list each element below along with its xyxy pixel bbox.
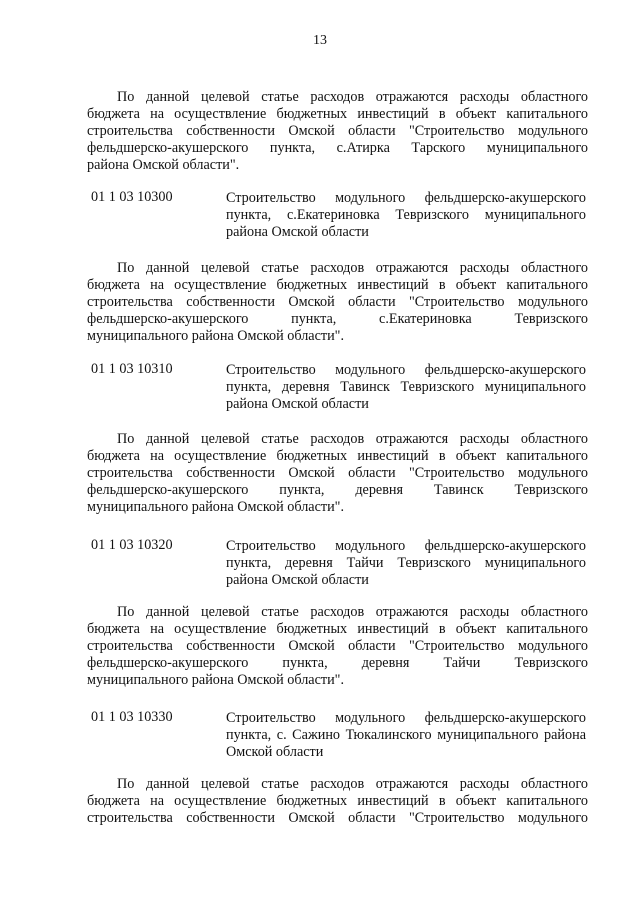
paragraph-line: По данной целевой статье расходов отражаются расходы областного [117,604,588,620]
entry-title-line: Строительство модульного фельдшерско-акушерского [226,190,586,206]
paragraph-line: По данной целевой статье расходов отражаются расходы областного [117,89,588,105]
entry-title [226,190,586,241]
paragraph-line: муниципального района Омской области". [87,499,345,515]
entry-title-line: пункта, деревня Тавинск Тевризского муниципального [226,379,586,395]
paragraph-line: бюджета на осуществление бюджетных инвестиций в объект капитального [87,106,588,122]
entry-title [226,710,586,761]
paragraph-line: По данной целевой статье расходов отражаются расходы областного [117,431,588,447]
paragraph-line: строительства собственности Омской области "Строительство модульного [87,294,588,310]
entry-title-line: района Омской области [226,396,369,412]
paragraph-line: бюджета на осуществление бюджетных инвестиций в объект капитального [87,621,588,637]
paragraph-line: бюджета на осуществление бюджетных инвестиций в объект капитального [87,793,588,809]
body-paragraph [87,431,588,516]
paragraph-line: фельдшерско-акушерского пункта, с.Екатериновка Тевризского [87,311,588,327]
paragraph-line: строительства собственности Омской области "Строительство модульного [87,638,588,654]
body-paragraph [87,604,588,689]
entry-title-line: Строительство модульного фельдшерско-акушерского [226,362,586,378]
budget-code: 01 1 03 10300 [91,189,173,205]
entry-title-line: пункта, с.Екатериновка Тевризского муниципального [226,207,586,223]
paragraph-line: По данной целевой статье расходов отражаются расходы областного [117,776,588,792]
paragraph-line: строительства собственности Омской области "Строительство модульного [87,123,588,139]
paragraph-line: бюджета на осуществление бюджетных инвестиций в объект капитального [87,448,588,464]
entry-title-line: пункта, с. Сажино Тюкалинского муниципального района [226,727,586,743]
budget-code: 01 1 03 10320 [91,537,173,553]
entry-title [226,538,586,589]
paragraph-line: строительства собственности Омской области "Строительство модульного [87,810,588,826]
entry-title-line: Строительство модульного фельдшерско-акушерского [226,710,586,726]
paragraph-line: фельдшерско-акушерского пункта, деревня Тайчи Тевризского [87,655,588,671]
entry-title-line: Омской области [226,744,324,760]
budget-code: 01 1 03 10330 [91,709,173,725]
paragraph-line: муниципального района Омской области". [87,328,345,344]
entry-title-line: района Омской области [226,224,369,240]
entry-title-line: пункта, деревня Тайчи Тевризского муниципального [226,555,586,571]
body-paragraph [87,776,588,827]
paragraph-line: бюджета на осуществление бюджетных инвестиций в объект капитального [87,277,588,293]
paragraph-line: фельдшерско-акушерского пункта, с.Атирка Тарского муниципального [87,140,588,156]
entry-title [226,362,586,413]
entry-title-line: Строительство модульного фельдшерско-акушерского [226,538,586,554]
entry-title-line: района Омской области [226,572,369,588]
paragraph-line: строительства собственности Омской области "Строительство модульного [87,465,588,481]
paragraph-line: фельдшерско-акушерского пункта, деревня Тавинск Тевризского [87,482,588,498]
body-paragraph [87,260,588,345]
page-number: 13 [313,33,327,48]
body-paragraph [87,89,588,174]
paragraph-line: муниципального района Омской области". [87,672,345,688]
paragraph-line: района Омской области". [87,157,240,173]
budget-code: 01 1 03 10310 [91,361,173,377]
paragraph-line: По данной целевой статье расходов отражаются расходы областного [117,260,588,276]
